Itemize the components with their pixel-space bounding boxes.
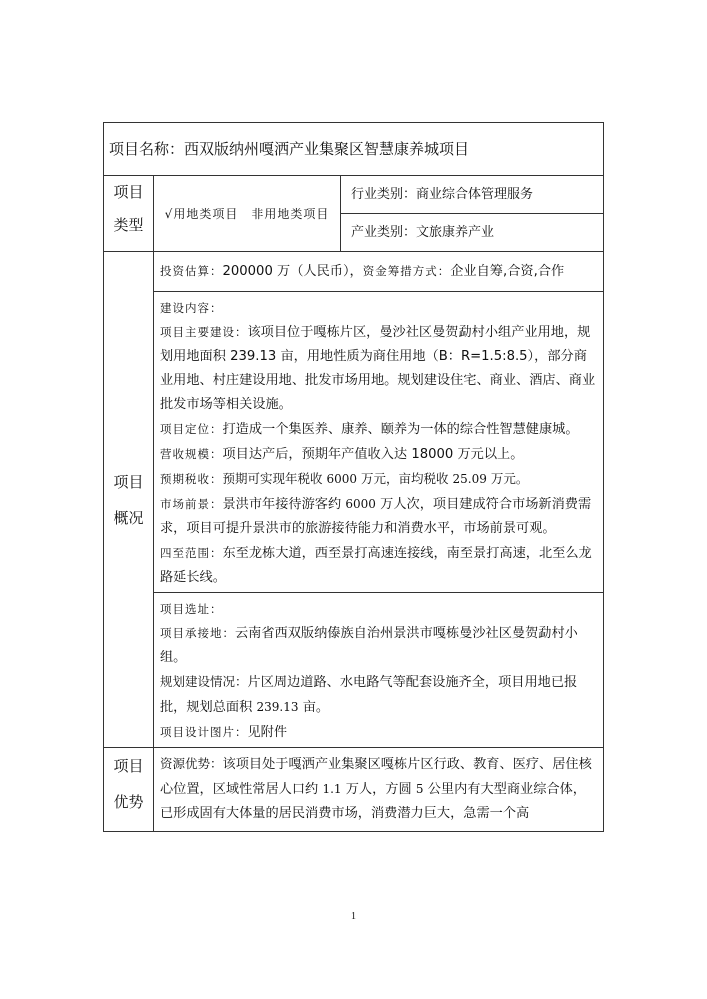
funding-label: 资金筹措方式： xyxy=(362,264,451,278)
industry-category: 行业类别：商业综合体管理服务 xyxy=(341,176,604,214)
design-images: 项目设计图片：见附件 xyxy=(160,725,288,740)
investment-row xyxy=(104,252,604,292)
land-type-options: √用地类项目 非用地类项目 xyxy=(154,176,341,252)
revenue: 营收规模：项目达产后，预期年产值收入达 18000 万元以上。 xyxy=(160,447,524,462)
title-row xyxy=(104,123,604,176)
investment-cell xyxy=(154,252,604,292)
tax: 预期税收：预期可实现年税收 6000 万元，亩均税收 25.09 万元。 xyxy=(160,471,529,486)
advantage-cell xyxy=(154,748,604,832)
site-heading: 项目选址： xyxy=(160,602,223,616)
boundary: 四至范围：东至龙栋大道，西至景打高速连接线，南至景打高速，北至么龙路延长线。 xyxy=(160,546,592,585)
construction-cell xyxy=(154,292,604,593)
investment-label: 投资估算： xyxy=(160,264,223,278)
advantage-label: 项目 优势 xyxy=(104,748,154,832)
site-row xyxy=(104,593,604,748)
positioning: 项目定位：打造成一个集医养、康养、颐养为一体的综合性智慧健康城。 xyxy=(160,422,579,437)
planning: 规划建设情况：片区周边道路、水电路气等配套设施齐全，项目用地已报批，规划总面积 239.13 亩。 xyxy=(160,674,578,715)
site-cell xyxy=(154,593,604,748)
investment-value: 200000 万（人民币）， xyxy=(222,264,363,279)
main-construction: 项目主要建设：该项目位于嘎栋片区，曼沙社区曼贺勐村小组产业用地，规划用地面积 239.13 亩，用地性质为商住用地（B：R=1.5:8.5），部分商业用地、村庄建设用地、批发市场用地。规划建设住宅、商业、酒店、商业批发市场等相关设施。 xyxy=(160,325,596,412)
construction-heading: 建设内容： xyxy=(160,301,223,315)
page-number: 1 xyxy=(351,911,356,922)
project-name: 项目名称：西双版纳州嘎洒产业集聚区智慧康养城项目 xyxy=(104,123,604,176)
overview-label: 项目 概况 xyxy=(104,252,154,748)
type-label: 项目 类型 xyxy=(104,176,154,252)
advantage-row xyxy=(104,748,604,832)
type-row-1 xyxy=(104,176,604,214)
resource-advantage: 资源优势：该项目处于嘎洒产业集聚区嘎栋片区行政、教育、医疗、居住核心位置，区域性常居人口约 1.1 万人，方圆 5 公里内有大型商业综合体，已形成固有大体量的居民消费市场，消费潜力巨大，急需一个高 xyxy=(160,756,592,821)
sector-category: 产业类别：文旅康养产业 xyxy=(341,214,604,252)
project-info-table xyxy=(103,122,604,832)
funding-value: 企业自筹,合资,合作 xyxy=(450,264,565,279)
construction-row xyxy=(104,292,604,593)
site-location: 项目承接地：云南省西双版纳傣族自治州景洪市嘎栋曼沙社区曼贺勐村小组。 xyxy=(160,626,578,665)
market: 市场前景：景洪市年接待游客约 6000 万人次，项目建成符合市场新消费需求，项目可提升景洪市的旅游接待能力和消费水平，市场前景可观。 xyxy=(160,497,592,536)
